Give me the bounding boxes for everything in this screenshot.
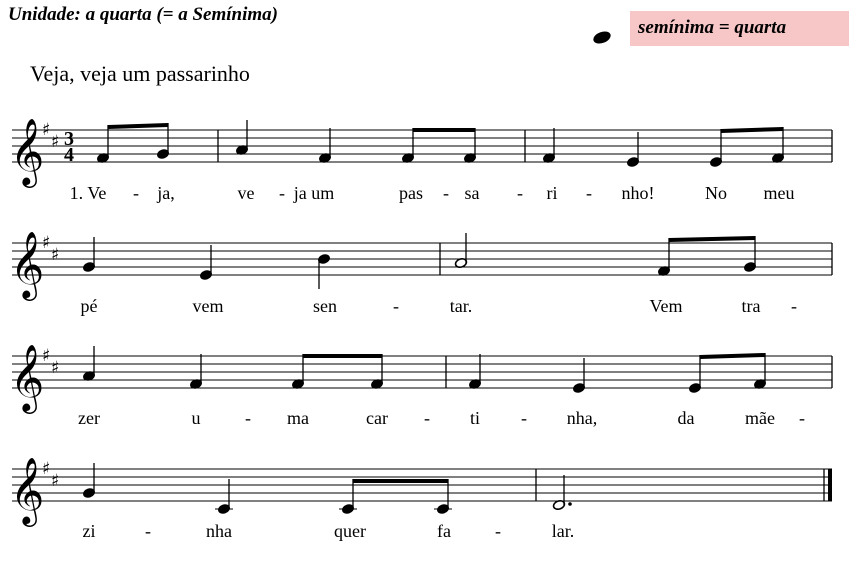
- lyric-syllable: da: [677, 408, 695, 428]
- note-beam: [353, 479, 448, 483]
- legend-label: semínima = quarta: [638, 17, 787, 38]
- lyric-syllable: sen: [313, 296, 337, 316]
- lyric-syllable: 1. Ve: [69, 183, 107, 203]
- lyric-syllable: nho!: [621, 183, 655, 203]
- lyric-syllable: tar.: [449, 296, 473, 316]
- lyric-syllable: ti: [469, 408, 481, 428]
- note-beam: [303, 354, 382, 358]
- lyric-syllable: Vem: [649, 296, 683, 316]
- lyric-hyphen: -: [393, 296, 399, 316]
- lyric-syllable: lar.: [551, 521, 575, 541]
- lyric-syllable: ri: [546, 183, 558, 203]
- lyric-syllable: ja um: [293, 183, 335, 203]
- sharp-icon: ♯: [51, 132, 60, 152]
- note-beam: [721, 127, 783, 133]
- time-signature-top: 3: [64, 128, 74, 150]
- final-barline: [828, 469, 832, 501]
- note-beam: [669, 236, 755, 242]
- lyric-syllable: ma: [287, 408, 309, 428]
- lyric-syllable: nha: [206, 521, 232, 541]
- sharp-icon: ♯: [42, 120, 51, 140]
- lyric-syllable: u: [191, 408, 201, 428]
- lyric-syllable: car: [366, 408, 388, 428]
- lyric-syllable: sa: [464, 183, 480, 203]
- treble-clef-icon: 𝄞: [10, 343, 45, 411]
- header-title: Unidade: a quarta (= a Semínima): [8, 4, 278, 25]
- sharp-icon: ♯: [42, 233, 51, 253]
- treble-clef-icon: 𝄞: [10, 230, 45, 298]
- lyric-syllable: meu: [763, 183, 795, 203]
- lyric-syllable: zer: [78, 408, 100, 428]
- note-beam: [700, 353, 765, 359]
- lyric-hyphen: -: [245, 408, 251, 428]
- sharp-icon: ♯: [51, 471, 60, 491]
- lyric-hyphen: -: [279, 183, 285, 203]
- lyric-hyphen: -: [424, 408, 430, 428]
- lyric-hyphen: -: [799, 408, 805, 428]
- note-beam: [413, 128, 475, 132]
- lyric-hyphen: -: [791, 296, 797, 316]
- sharp-icon: ♯: [42, 346, 51, 366]
- augmentation-dot: [568, 502, 572, 506]
- lyric-syllable: No: [705, 183, 727, 203]
- lyric-syllable: ve: [237, 183, 255, 203]
- lyric-hyphen: -: [443, 183, 449, 203]
- sharp-icon: ♯: [42, 459, 51, 479]
- treble-clef-icon: 𝄞: [10, 117, 45, 185]
- song-title: Veja, veja um passarinho: [30, 61, 250, 86]
- lyric-hyphen: -: [495, 521, 501, 541]
- sharp-icon: ♯: [51, 358, 60, 378]
- lyric-syllable: pas: [399, 183, 423, 203]
- lyric-hyphen: -: [521, 408, 527, 428]
- lyric-syllable: quer: [334, 521, 366, 541]
- lyric-syllable: ja,: [157, 183, 175, 203]
- lyric-syllable: pé: [80, 296, 98, 316]
- lyric-syllable: nha,: [566, 408, 598, 428]
- treble-clef-icon: 𝄞: [10, 456, 45, 524]
- time-signature-bottom: 4: [64, 144, 74, 166]
- lyric-syllable: mãe: [745, 408, 775, 428]
- lyric-syllable: vem: [192, 296, 224, 316]
- note-beam: [108, 123, 168, 129]
- sharp-icon: ♯: [51, 245, 60, 265]
- lyric-syllable: zi: [82, 521, 96, 541]
- lyric-hyphen: -: [133, 183, 139, 203]
- lyric-syllable: fa: [437, 521, 451, 541]
- lyric-hyphen: -: [517, 183, 523, 203]
- lyric-syllable: tra: [741, 296, 761, 316]
- lyric-hyphen: -: [145, 521, 151, 541]
- lyric-hyphen: -: [586, 183, 592, 203]
